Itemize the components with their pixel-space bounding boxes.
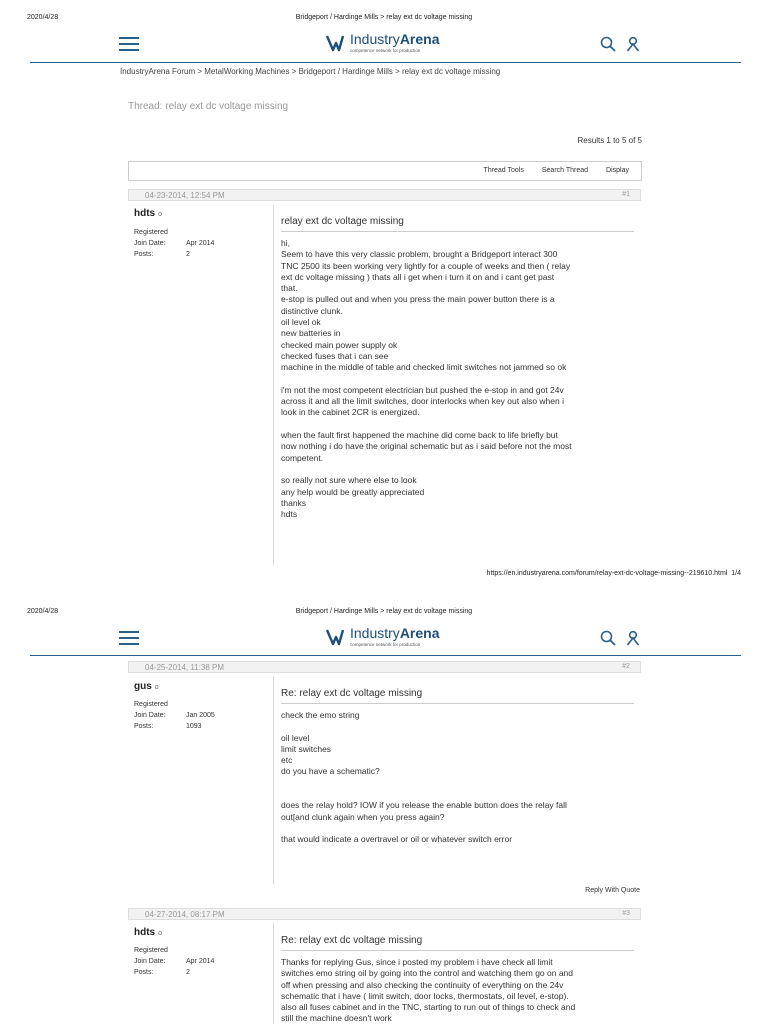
post-username[interactable]: hdts o <box>134 208 163 219</box>
online-status-icon: o <box>158 211 163 218</box>
join-date: Apr 2014 <box>186 958 215 965</box>
thread-tools-button[interactable]: Thread Tools <box>483 167 524 174</box>
post-title-divider <box>281 950 634 951</box>
footer-url: https://en.industryarena.com/forum/relay-ext-dc-voltage-missing--219610.html <box>486 570 728 577</box>
post-title: relay ext dc voltage missing <box>281 216 404 227</box>
breadcrumb[interactable]: IndustryArena Forum > MetalWorking Machines > Bridgeport / Hardinge Mills > relay ext dc voltage missing <box>120 67 501 76</box>
menu-icon[interactable] <box>119 37 139 51</box>
post-number[interactable]: #3 <box>622 910 630 917</box>
print-date: 2020/4/28 <box>27 14 59 21</box>
display-button[interactable]: Display <box>606 167 629 174</box>
post-body: check the emo string oil level limit switches etc do you have a schematic? does the relay hold? IOW if you release the enable button does the relay fall out[and clunk again when you press again? that would indicate a overtravel or oil or whatever switch error <box>281 710 567 845</box>
post-number[interactable]: #2 <box>622 663 630 670</box>
join-date: Jan 2005 <box>186 712 215 719</box>
user-meta: Registered Join Date: Apr 2014 Posts: 2 <box>134 229 215 258</box>
search-icon[interactable] <box>600 630 616 646</box>
post-column-divider <box>273 923 274 1024</box>
user-meta: Registered Join Date: Jan 2005 Posts: 1093 <box>134 701 215 730</box>
brand-tagline: competence network for production <box>350 48 421 54</box>
brand-industry: Industry <box>350 625 400 642</box>
site-logo[interactable] <box>324 626 440 648</box>
logo-mark-icon <box>324 32 346 54</box>
post-date: 04-25-2014, 11:38 PM <box>145 663 225 672</box>
thread-toolbar <box>128 161 642 181</box>
print-title: Bridgeport / Hardinge Mills > relay ext dc voltage missing <box>295 14 473 21</box>
post-header <box>128 661 641 673</box>
post-title-divider <box>281 703 634 704</box>
post-username[interactable]: hdts o <box>134 927 163 938</box>
post-date: 04-27-2014, 08:17 PM <box>145 910 225 919</box>
online-status-icon: o <box>154 684 159 691</box>
post-username[interactable]: gus o <box>134 681 159 692</box>
post-column-divider <box>273 205 274 565</box>
results-count: Results 1 to 5 of 5 <box>577 136 642 145</box>
post-count: 2 <box>186 969 190 976</box>
post-date: 04-23-2014, 12:54 PM <box>145 191 225 200</box>
user-role: Registered <box>134 947 168 954</box>
post-header <box>128 189 641 201</box>
user-meta: Registered Join Date: Apr 2014 Posts: 2 <box>134 947 215 976</box>
search-thread-button[interactable]: Search Thread <box>541 167 589 174</box>
brand-tagline: competence network for production <box>350 642 421 648</box>
user-role: Registered <box>134 701 168 708</box>
brand-arena: Arena <box>399 625 440 642</box>
post-title: Re: relay ext dc voltage missing <box>281 688 423 699</box>
post-body: hi, Seem to have this very classic problem, brought a Bridgeport interact 300 TNC 2500 its been working very lightly for a couple of weeks and then ( relay ext dc voltage missing ) thats all i get when i turn it on and i cant get past that. e-stop is pulled out and when you press the main power button there is a distinctive clunk. oil level ok new batteries in checked main power supply ok checked fuses that i can see machine in the middle of table and checked limit switches not jammed so ok i'm not the most competent electrician but pushed the e-stop in and got 24v across it and all the limit switches, door interlocks when key out also when i look in the cabinet 2CR is energized. when the fault first happened the machine did come back to life briefly but now nothing i do have the original schematic but as i said before not the most competent. so really not sure where else to look any help would be greatly appreciated thanks hdts <box>281 238 572 520</box>
user-icon[interactable] <box>626 630 640 646</box>
post-column-divider <box>273 676 274 884</box>
header-divider <box>30 62 741 63</box>
join-date: Apr 2014 <box>186 240 215 247</box>
reply-with-quote-button[interactable]: Reply With Quote <box>585 887 640 894</box>
brand-industry: Industry <box>350 31 400 48</box>
logo-mark-icon <box>324 626 346 648</box>
print-date: 2020/4/28 <box>27 608 59 615</box>
site-logo[interactable] <box>324 32 440 54</box>
user-role: Registered <box>134 229 168 236</box>
print-title: Bridgeport / Hardinge Mills > relay ext dc voltage missing <box>295 608 473 615</box>
post-body: Thanks for replying Gus, since i posted my problem i have check all limit switches emo string oil by going into the control and watching them go on and off when pressing and also checking the continuity of everything on the 24v schematic that i have ( limit switch, door locks, thermostats, oil level, e-stop). also all fuses cabinet and in the TNC, starting to run out of things to check and still the machine doesn't work <box>281 957 576 1024</box>
user-icon[interactable] <box>626 36 640 52</box>
post-header <box>128 908 641 920</box>
header-divider <box>30 655 741 656</box>
post-number[interactable]: #1 <box>622 191 630 198</box>
thread-title: Thread: relay ext dc voltage missing <box>128 101 289 112</box>
menu-icon[interactable] <box>119 631 139 645</box>
footer-page: 1/4 <box>731 570 741 577</box>
brand-arena: Arena <box>399 31 440 48</box>
post-count: 2 <box>186 251 190 258</box>
post-count: 1093 <box>186 723 202 730</box>
online-status-icon: o <box>158 930 163 937</box>
print-footer <box>487 570 741 577</box>
post-title-divider <box>281 231 634 232</box>
search-icon[interactable] <box>600 36 616 52</box>
post-title: Re: relay ext dc voltage missing <box>281 935 423 946</box>
